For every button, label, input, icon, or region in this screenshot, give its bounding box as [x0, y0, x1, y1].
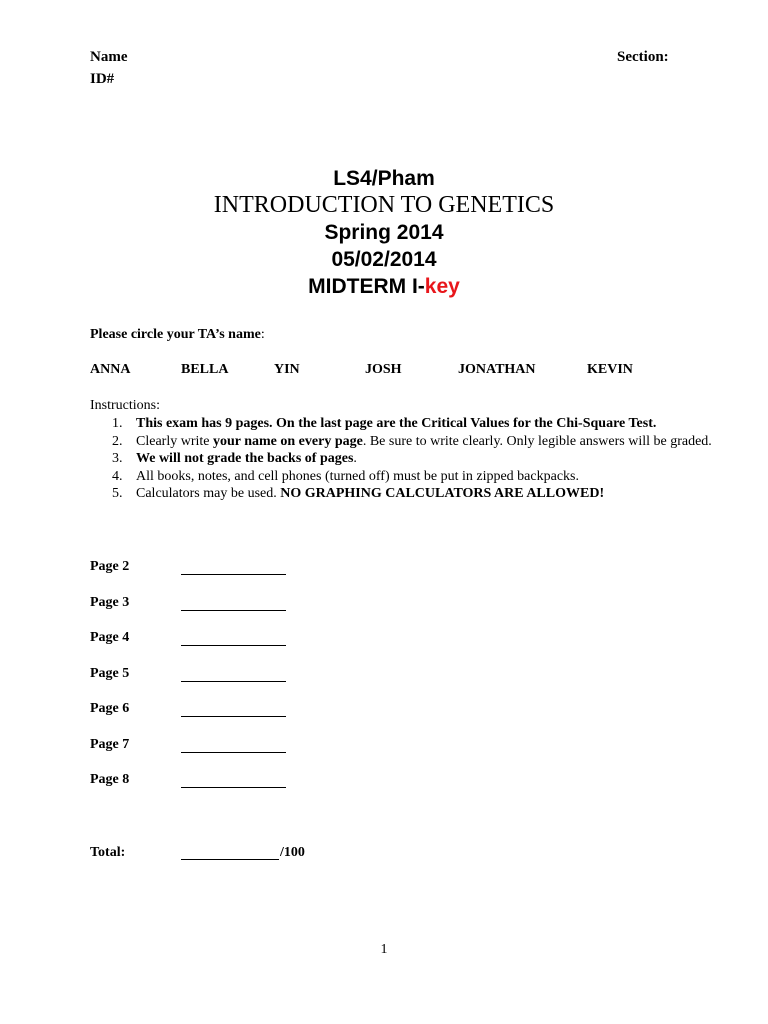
- score-line-page-4[interactable]: [181, 645, 286, 646]
- score-label-page-7: Page 7: [90, 737, 130, 752]
- ta-option-yin[interactable]: YIN: [274, 362, 300, 377]
- section-label: Section:: [617, 49, 669, 65]
- instruction-bold-text: your name on every page: [212, 433, 363, 449]
- subject-title: INTRODUCTION TO GENETICS: [213, 192, 555, 218]
- id-label: ID#: [90, 71, 115, 87]
- name-label: Name: [90, 49, 128, 65]
- ta-option-josh[interactable]: JOSH: [365, 362, 402, 377]
- total-max: /100: [280, 845, 305, 860]
- instruction-text: Calculators may be used.: [136, 486, 281, 501]
- instruction-number: 2.: [112, 433, 123, 449]
- instructions-heading: Instructions:: [90, 398, 160, 413]
- instruction-bold-text: NO GRAPHING CALCULATORS ARE ALLOWED!: [280, 486, 605, 501]
- total-score-line[interactable]: [181, 859, 279, 860]
- score-line-page-7[interactable]: [181, 752, 286, 753]
- score-label-page-5: Page 5: [90, 666, 130, 681]
- course-title: LS4/Pham: [333, 167, 435, 190]
- instruction-text: . Be sure to write clearly. Only legible answers will be graded.: [362, 433, 712, 449]
- instruction-text: All books, notes, and cell phones (turned off) must be put in zipped backpacks.: [136, 468, 579, 484]
- instruction-item: [112, 468, 722, 486]
- term-title: Spring 2014: [324, 221, 444, 244]
- instruction-number: 5.: [112, 486, 123, 501]
- total-label: Total:: [90, 845, 126, 860]
- score-line-page-2[interactable]: [181, 574, 286, 575]
- instruction-item: [112, 485, 722, 503]
- ta-prompt-colon: :: [260, 327, 265, 342]
- score-line-page-5[interactable]: [181, 681, 286, 682]
- score-label-page-8: Page 8: [90, 772, 130, 787]
- instruction-number: 3.: [112, 451, 123, 466]
- ta-option-jonathan[interactable]: JONATHAN: [458, 362, 536, 377]
- instruction-bold-text: We will not grade the backs of pages: [136, 451, 354, 466]
- score-label-page-4: Page 4: [90, 630, 130, 645]
- instruction-bold-text: This exam has 9 pages. On the last page are the Critical Values for the Chi-Square Test.: [136, 416, 657, 431]
- ta-prompt: [90, 327, 265, 343]
- instruction-item: [112, 433, 722, 451]
- exam-title: [0, 275, 768, 299]
- instruction-number: 1.: [112, 416, 123, 431]
- score-label-page-2: Page 2: [90, 559, 130, 574]
- instruction-item: [112, 450, 722, 468]
- score-line-page-8[interactable]: [181, 787, 286, 788]
- ta-prompt-text: Please circle your TA’s name: [90, 327, 261, 342]
- exam-title-key: key: [424, 275, 460, 298]
- score-label-page-3: Page 3: [90, 595, 130, 610]
- instruction-text: Clearly write: [136, 433, 213, 449]
- instruction-number: 4.: [112, 468, 123, 484]
- ta-option-anna[interactable]: ANNA: [90, 362, 131, 377]
- date-title: 05/02/2014: [331, 248, 437, 271]
- exam-title-prefix: MIDTERM I-: [308, 275, 425, 298]
- ta-option-kevin[interactable]: KEVIN: [587, 362, 633, 377]
- ta-option-bella[interactable]: BELLA: [181, 362, 229, 377]
- score-line-page-6[interactable]: [181, 716, 286, 717]
- score-line-page-3[interactable]: [181, 610, 286, 611]
- instructions-list: [112, 415, 722, 503]
- score-label-page-6: Page 6: [90, 701, 130, 716]
- instruction-text: .: [353, 451, 357, 466]
- instruction-item: [112, 415, 722, 433]
- page-number: 1: [380, 942, 388, 957]
